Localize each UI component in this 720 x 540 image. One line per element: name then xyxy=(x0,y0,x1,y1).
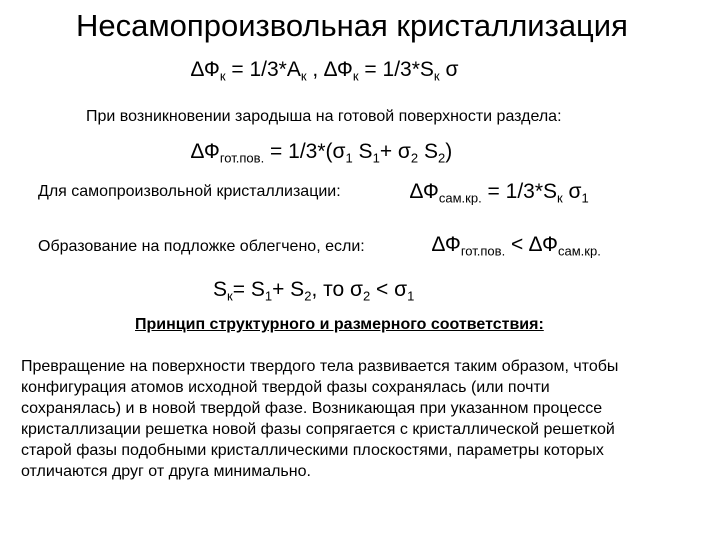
formula-subscript: 2 xyxy=(304,288,312,304)
paragraph-line: отличаются друг от друга минимально. xyxy=(21,463,311,480)
formula-text: = 1/3*S xyxy=(481,180,558,203)
formula-area-sum xyxy=(213,278,414,302)
formula-text: , xyxy=(306,58,325,81)
paragraph-line: старой фазы подобными кристаллическими плоскостями, параметры которых xyxy=(21,442,604,459)
formula-text: ) xyxy=(445,140,453,163)
formula-text: = 1/3*S xyxy=(358,58,434,81)
formula-delta-phi-k xyxy=(191,58,458,82)
formula-text: ∆Ф xyxy=(432,233,461,256)
formula-subscript: к xyxy=(557,190,563,206)
formula-ready-surface xyxy=(191,140,452,164)
formula-text: ∆Ф xyxy=(410,180,439,203)
body-paragraph xyxy=(21,356,711,482)
formula-text: ∆Ф xyxy=(191,58,220,81)
formula-subscript: 2 xyxy=(410,150,419,166)
formula-subscript: к xyxy=(300,68,307,84)
formula-text: S xyxy=(418,140,438,163)
formula-subscript: сам.кр. xyxy=(557,243,601,259)
formula-text: ∆Ф xyxy=(324,58,353,81)
paragraph-line: сохранялась) и в новой твердой фазе. Возникающая при указанном процессе xyxy=(21,400,603,417)
formula-text: ∆Ф xyxy=(529,233,558,256)
formula-subscript: 1 xyxy=(407,288,415,304)
text-ready-surface: При возникновении зародыша на готовой поверхности раздела: xyxy=(86,108,562,125)
formula-text: S xyxy=(352,140,373,163)
formula-text: + S xyxy=(272,278,305,301)
formula-text: + σ xyxy=(379,140,411,163)
formula-text: = S xyxy=(232,278,265,301)
formula-text: < xyxy=(505,233,530,256)
formula-subscript: 1 xyxy=(581,190,589,206)
formula-subscript: 2 xyxy=(362,288,371,304)
formula-subscript: гот.пов. xyxy=(460,243,506,259)
text-spontaneous: Для самопроизвольной кристаллизации: xyxy=(38,183,341,200)
paragraph-line: конфигурация атомов исходной твердой фазы сохранялась (или почти xyxy=(21,379,550,396)
formula-spontaneous xyxy=(410,180,589,204)
section-heading: Принцип структурного и размерного соответствия: xyxy=(135,316,544,333)
formula-subscript: к xyxy=(219,68,226,84)
formula-text: σ xyxy=(562,180,582,203)
formula-text: σ xyxy=(439,58,459,81)
formula-subscript: 2 xyxy=(437,150,446,166)
formula-text: < σ xyxy=(370,278,408,301)
formula-subscript: 1 xyxy=(345,150,353,166)
formula-text: = 1/3*A xyxy=(225,58,301,81)
text-substrate-condition: Образование на подложке облегчено, если: xyxy=(38,238,365,255)
formula-subscript: к xyxy=(227,288,233,304)
formula-subscript: гот.пов. xyxy=(219,150,265,166)
formula-subscript: 1 xyxy=(372,150,380,166)
formula-condition xyxy=(432,233,601,257)
formula-subscript: сам.кр. xyxy=(438,190,482,206)
formula-subscript: к xyxy=(433,68,440,84)
formula-subscript: 1 xyxy=(264,288,273,304)
paragraph-line: Превращение на поверхности твердого тела развивается таким образом, чтобы xyxy=(21,358,619,375)
formula-text: S xyxy=(213,278,228,301)
formula-subscript: к xyxy=(352,68,359,84)
slide-title: Несамопроизвольная кристаллизация xyxy=(76,8,628,43)
paragraph-line: кристаллизации решетка новой фазы сопрягается с кристаллической решеткой xyxy=(21,421,615,438)
formula-text: , то σ xyxy=(311,278,363,301)
formula-text: ∆Ф xyxy=(191,140,220,163)
formula-text: = 1/3*(σ xyxy=(264,140,346,163)
